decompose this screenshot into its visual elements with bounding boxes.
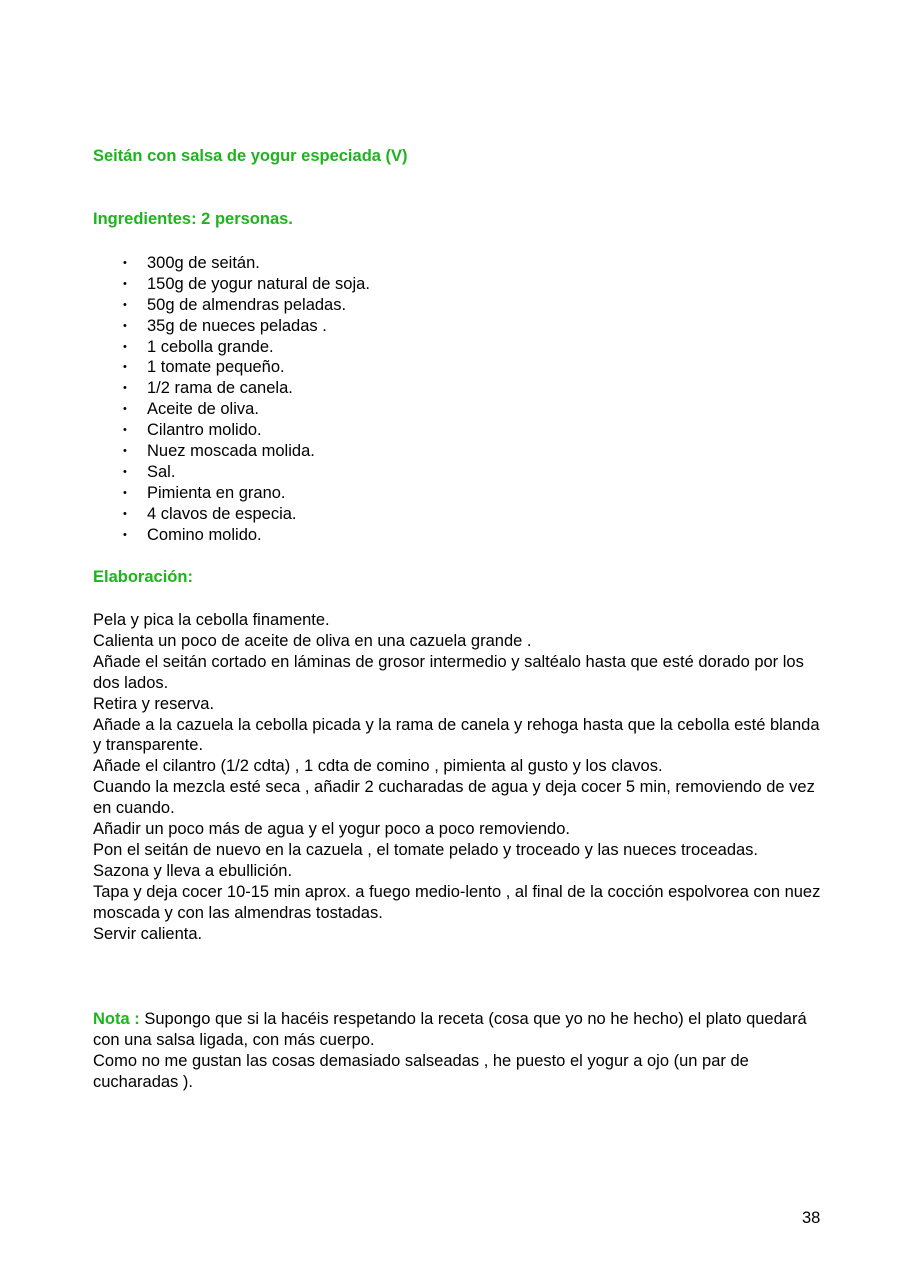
note-label: Nota : <box>93 1010 140 1028</box>
list-item: • 1 tomate pequeño. <box>123 357 370 378</box>
note-paragraph-2: Como no me gustan las cosas demasiado salseadas , he puesto el yogur a ojo (un par de cucharadas ). <box>93 1051 749 1091</box>
ingredients-heading: Ingredientes: 2 personas. <box>93 210 293 228</box>
list-item: • 150g de yogur natural de soja. <box>123 274 370 295</box>
elaboration-steps <box>93 610 823 945</box>
list-item: • Cilantro molido. <box>123 420 370 441</box>
list-item: • Nuez moscada molida. <box>123 441 370 462</box>
step-text: Añade el seitán cortado en láminas de grosor intermedio y saltéalo hasta que esté dorado por los dos lados. <box>93 652 804 692</box>
note-text: Supongo que si la hacéis respetando la receta (cosa que yo no he hecho) el plato quedará con una salsa ligada, con más cuerpo. <box>93 1010 807 1049</box>
list-item: • 50g de almendras peladas. <box>123 295 370 316</box>
step-text: Cuando la mezcla esté seca , añadir 2 cucharadas de agua y deja cocer 5 min, removiendo de vez en cuando. <box>93 778 815 818</box>
page-number: 38 <box>802 1209 821 1227</box>
list-item: • Aceite de oliva. <box>123 399 370 420</box>
list-item: • Pimienta en grano. <box>123 483 370 504</box>
list-item: • 35g de nueces peladas . <box>123 316 370 337</box>
ingredients-list <box>123 253 370 545</box>
elaboration-heading: Elaboración: <box>93 568 193 586</box>
step-text: Retira y reserva. <box>93 694 215 713</box>
step-text: Calienta un poco de aceite de oliva en una cazuela grande . <box>93 631 532 650</box>
step-text: Añade el cilantro (1/2 cdta) , 1 cdta de comino , pimienta al gusto y los clavos. <box>93 757 663 776</box>
list-item: • 1/2 rama de canela. <box>123 378 370 399</box>
list-item: • Sal. <box>123 462 370 483</box>
note-paragraph <box>93 1009 823 1051</box>
step-text: Servir calienta. <box>93 924 203 943</box>
list-item: • Comino molido. <box>123 525 370 546</box>
list-item: • 4 clavos de especia. <box>123 504 370 525</box>
step-text: Sazona y lleva a ebullición. <box>93 861 293 880</box>
step-text: Pon el seitán de nuevo en la cazuela , el tomate pelado y troceado y las nueces troceadas. <box>93 840 759 859</box>
step-text: Añade a la cazuela la cebolla picada y la rama de canela y rehoga hasta que la cebolla esté blanda y transparente. <box>93 715 820 755</box>
list-item: • 1 cebolla grande. <box>123 337 370 358</box>
step-text: Pela y pica la cebolla finamente. <box>93 611 330 629</box>
recipe-title: Seitán con salsa de yogur especiada (V) <box>93 147 408 165</box>
step-text: Tapa y deja cocer 10-15 min aprox. a fuego medio-lento , al final de la cocción espolvorea con nuez moscada y con las almendras tostadas. <box>93 882 821 922</box>
list-item: • 300g de seitán. <box>123 253 370 274</box>
step-text: Añadir un poco más de agua y el yogur poco a poco removiendo. <box>93 820 570 839</box>
note-section <box>93 1009 823 1093</box>
